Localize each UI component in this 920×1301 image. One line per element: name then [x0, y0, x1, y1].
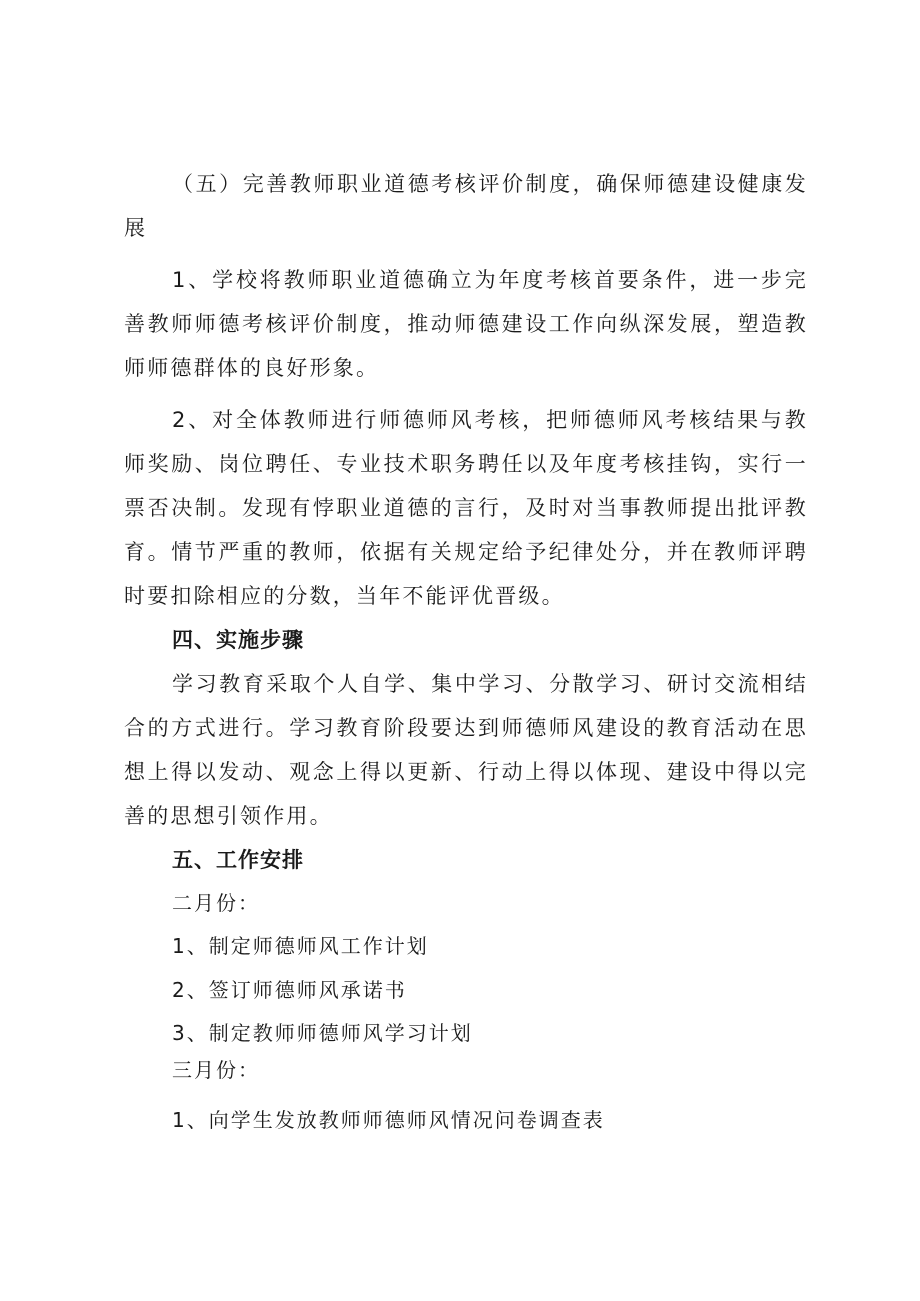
february-item: 3、制定教师师德师风学习计划 [172, 1021, 473, 1045]
heading-work-arrangement: 五、工作安排 [172, 848, 304, 872]
section-5-item-2: 2、对全体教师进行师德师风考核，把师德师风考核结果与教师奖励、岗位聘任、专业技术职务聘任以及年度考核挂钩，实行一票否决制。发现有悖职业道德的言行，及时对当事教师提出批评教育。情节严重的教师，依据有关规定给予纪律处分，并在教师评聘时要扣除相应的分数，当年不能评优晋级。 [124, 408, 808, 608]
february-label: 二月份： [172, 891, 260, 915]
february-item: 2、签订师德师风承诺书 [172, 978, 407, 1002]
implementation-steps-body: 学习教育采取个人自学、集中学习、分散学习、研讨交流相结合的方式进行。学习教育阶段要达到师德师风建设的教育活动在思想上得以发动、观念上得以更新、行动上得以体现、建设中得以完善的思想引领作用。 [124, 672, 808, 828]
section-5-title: （五）完善教师职业道德考核评价制度，确保师德建设健康发展 [124, 172, 808, 240]
march-label: 三月份： [172, 1058, 260, 1082]
heading-implementation-steps: 四、实施步骤 [172, 628, 304, 652]
march-item: 1、向学生发放教师师德师风情况问卷调查表 [172, 1108, 605, 1132]
february-item: 1、制定师德师风工作计划 [172, 934, 429, 958]
document-page [124, 162, 808, 1142]
section-5-item-1: 1、学校将教师职业道德确立为年度考核首要条件，进一步完善教师师德考核评价制度，推动师德建设工作向纵深发展，塑造教师师德群体的良好形象。 [124, 268, 808, 380]
